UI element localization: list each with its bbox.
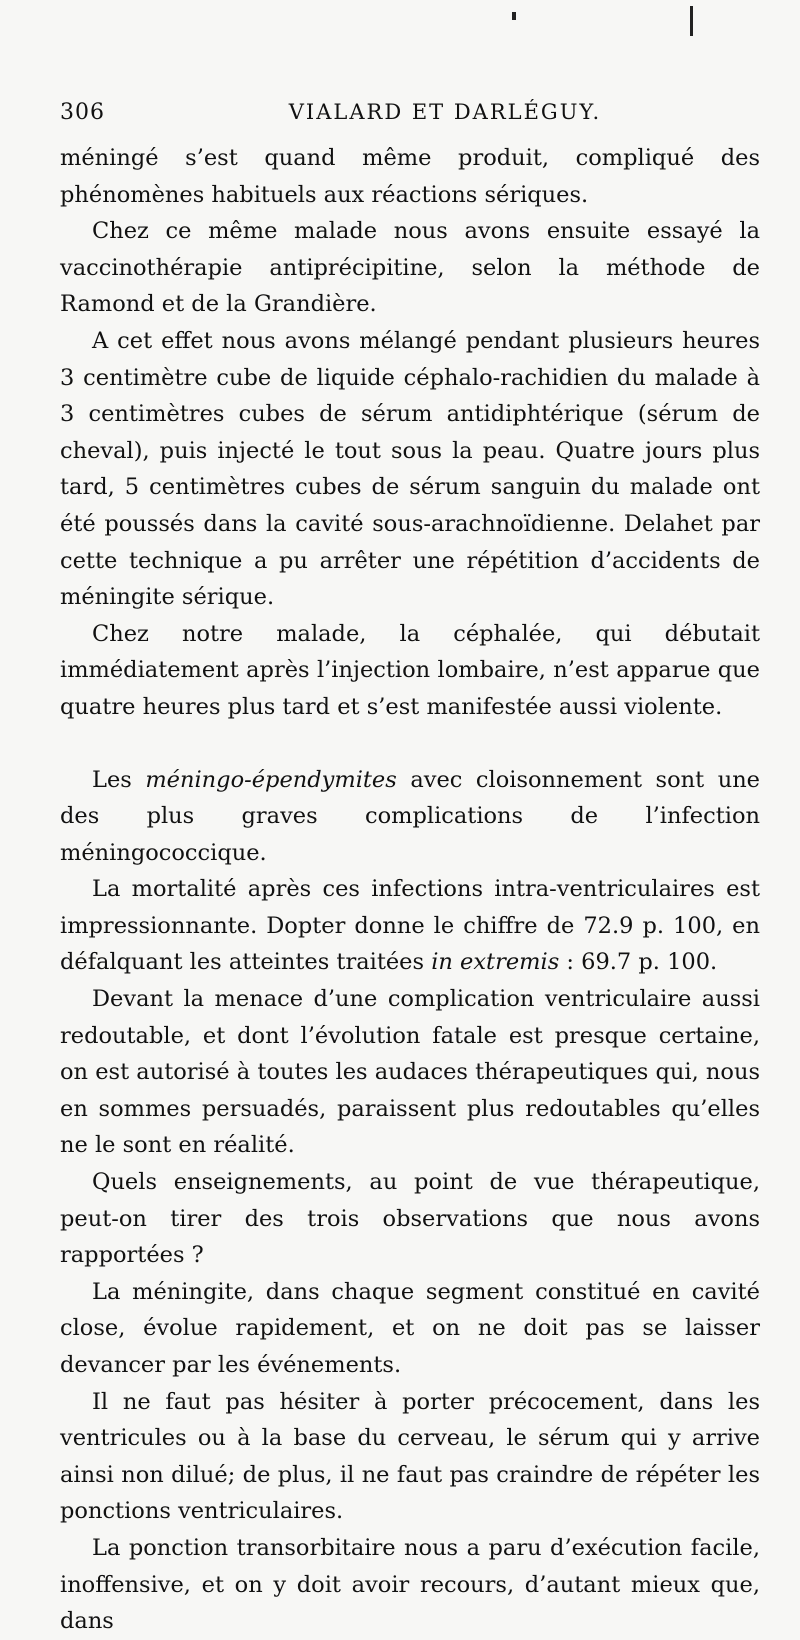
page-body	[60, 140, 760, 1640]
section-gap	[60, 726, 760, 762]
paragraph: Les méningo-épendymites avec cloisonnement sont une des plus graves complications de l’infection méningococcique.	[60, 766, 760, 866]
paragraph: Quels enseignements, au point de vue thérapeutique, peut-on tirer des trois observations que nous avons rapportées ?	[60, 1169, 760, 1269]
paragraph: A cet effet nous avons mélangé pendant plusieurs heures 3 centimètre cube de liquide céphalo-rachidien du malade à 3 centimètres cubes de sérum antidiphtérique (sérum de cheval), puis injecté le tout sous la peau. Quatre jours plus tard, 5 centimètres cubes de sérum sanguin du malade ont été poussés dans la cavité sous-arachnoïdienne. Delahet par cette technique a pu arrêter une répétition d’accidents de méningite sérique.	[60, 327, 760, 611]
scan-speck	[512, 12, 516, 20]
paragraph: Chez ce même malade nous avons ensuite essayé la vaccinothérapie antiprécipitine, selon la méthode de Ramond et de la Grandière.	[60, 218, 760, 318]
scan-speck	[690, 6, 693, 36]
italic-term: in extremis	[431, 949, 560, 976]
page-number: 306	[60, 100, 105, 125]
paragraph: La mortalité après ces infections intra-ventriculaires est impressionnante. Dopter donne le chiffre de 72.9 p. 100, en défalquant les atteintes traitées in extremis : 69.7 p. 100.	[60, 876, 760, 976]
paragraph: méningé s’est quand même produit, compliqué des phénomènes habituels aux réactions sériques.	[60, 145, 760, 208]
paragraph: Chez notre malade, la céphalée, qui débutait immédiatement après l’injection lombaire, n’est apparue que quatre heures plus tard et s’est manifestée aussi violente.	[60, 620, 760, 720]
paragraph: La méningite, dans chaque segment constitué en cavité close, évolue rapidement, et on ne doit pas se laisser devancer par les événements.	[60, 1278, 760, 1378]
italic-term: méningo-épendymites	[145, 766, 397, 793]
paragraph: Il ne faut pas hésiter à porter précocement, dans les ventricules ou à la base du cerveau, le sérum qui y arrive ainsi non dilué; de plus, il ne faut pas craindre de répéter les ponctions ventriculaires.	[60, 1388, 760, 1525]
paragraph: La ponction transorbitaire nous a paru d’exécution facile, inoffensive, et on y doit avoir recours, d’autant mieux que, dans	[60, 1534, 760, 1635]
paragraph: Devant la menace d’une complication ventriculaire aussi redoutable, et dont l’évolution fatale est presque certaine, on est autorisé à toutes les audaces thérapeutiques qui, nous en sommes persuadés, paraissent plus redoutables qu’elles ne le sont en réalité.	[60, 986, 760, 1159]
running-head: VIALARD ET DARLÉGUY.	[288, 100, 602, 124]
page-header	[60, 100, 760, 136]
